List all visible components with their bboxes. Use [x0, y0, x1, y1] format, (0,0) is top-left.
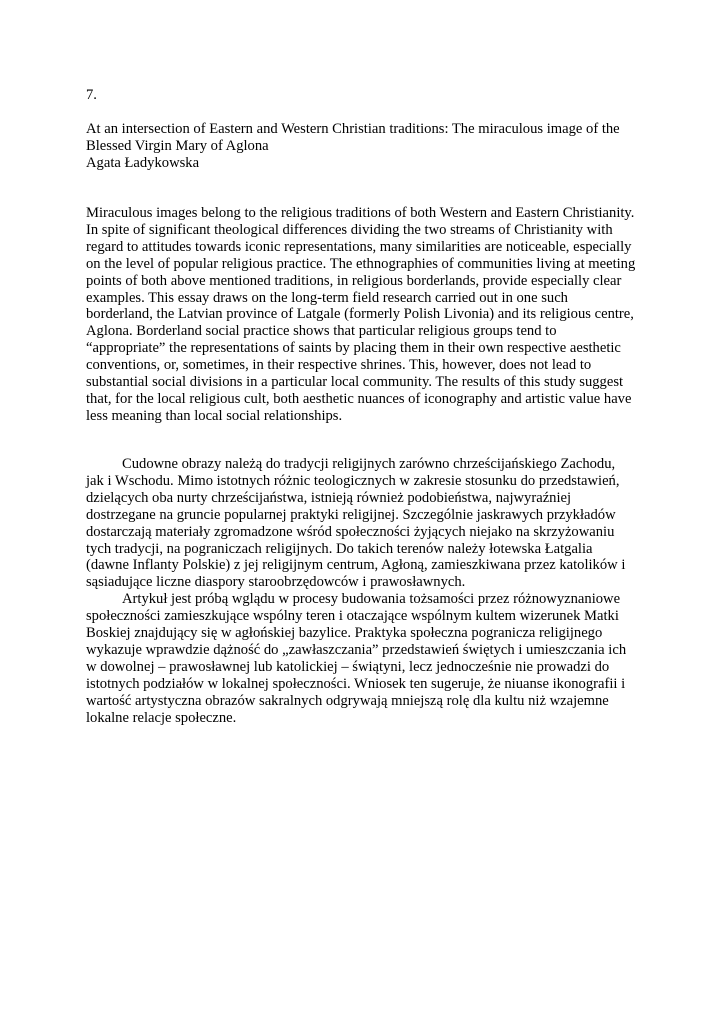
- abstract-en-line: conventions, or, sometimes, in their respective shrines. This, however, does not lead to: [86, 357, 592, 374]
- abstract-en-line: less meaning than local social relationships.: [86, 407, 343, 424]
- chapter-heading: [86, 121, 646, 172]
- abstract-pl-line: dostrzegane na gruncie popularnej praktyki religijnej. Szczególnie jaskrawych przykładów: [86, 506, 616, 523]
- abstract-pl-line: lokalne relacje społeczne.: [86, 709, 237, 726]
- abstract-en-line: points of both above mentioned traditions, in religious borderlands, provide especially clear: [86, 272, 622, 289]
- abstract-en-line: In spite of significant theological differences dividing the two streams of Christianity with: [86, 221, 613, 238]
- abstract-pl-line: Boskiej znajdujący się w agłońskiej bazylice. Praktyka społeczna pogranicza religijnego: [86, 625, 603, 642]
- abstract-polish: [86, 456, 646, 727]
- abstract-pl-paragraph-1: [86, 456, 646, 591]
- abstract-pl-paragraph-2: [86, 591, 646, 726]
- author-name: Agata Ładykowska: [86, 154, 200, 171]
- abstract-en-line: substantial social divisions in a particular local community. The results of this study suggest: [86, 374, 624, 391]
- abstract-en-line: that, for the local religious cult, both aesthetic nuances of iconography and artistic value have: [86, 390, 632, 407]
- abstract-pl-line: tych tradycji, na pograniczach religijnych. Do takich terenów należy łotewska Łatgalia: [86, 540, 593, 557]
- abstract-pl-line: w dowolnej – prawosławnej lub katolickiej – świątyni, lecz jednocześnie nie prowadzi do: [86, 658, 610, 675]
- abstract-pl-line: (dawne Inflanty Polskie) z jej religijnym centrum, Agłoną, zamieszkiwana przez katolików i: [86, 557, 626, 574]
- abstract-en-line: “appropriate” the representations of saints by placing them in their own respective aesthetic: [86, 340, 621, 357]
- abstract-pl-line: wykazuje wprawdzie dążność do „zawłaszczania” przedstawień świętych i umieszczania ich: [86, 641, 627, 658]
- abstract-en-line: borderland, the Latvian province of Latgale (formerly Polish Livonia) and its religious centre,: [86, 306, 634, 323]
- abstract-pl-line: jak i Wschodu. Mimo istotnych różnic teologicznych w zakresie stosunku do przedstawień,: [86, 472, 620, 489]
- abstract-pl-line: dostarczają materiały zgromadzone wśród społeczności żyjących niejako na skrzyżowaniu: [86, 523, 615, 540]
- abstract-pl-line: społeczności zamieszkujące wspólny teren i otaczające wspólnym kultem wizerunek Matki: [86, 608, 619, 625]
- abstract-en-line: examples. This essay draws on the long-term field research carried out in one such: [86, 289, 568, 306]
- abstract-en-line: regard to attitudes towards iconic representations, many similarities are noticeable, especially: [86, 238, 632, 255]
- chapter-title-line-2: Blessed Virgin Mary of Aglona: [86, 137, 269, 154]
- abstract-pl-line: istotnych podziałów w lokalnej społeczności. Wniosek ten sugeruje, że niuanse ikonografii i: [86, 675, 626, 692]
- chapter-title-line-1: At an intersection of Eastern and Western Christian traditions: The miraculous image of the: [86, 121, 620, 137]
- chapter-number: 7.: [86, 87, 97, 103]
- abstract-pl-line: dzielących oba nurty chrześcijaństwa, istnieją również podobieństwa, najwyraźniej: [86, 489, 572, 506]
- abstract-pl-line: sąsiadujące liczne diaspory staroobrzędowców i prawosławnych.: [86, 574, 466, 591]
- abstract-english: [86, 205, 646, 425]
- abstract-pl-line: Cudowne obrazy należą do tradycji religijnych zarówno chrześcijańskiego Zachodu,: [122, 456, 616, 472]
- abstract-en-line: Aglona. Borderland social practice shows that particular religious groups tend to: [86, 323, 557, 340]
- abstract-pl-line: Artykuł jest próbą wglądu w procesy budowania tożsamości przez różnowyznaniowe: [122, 591, 621, 608]
- abstract-pl-line: wartość artystyczna obrazów sakralnych odgrywają mniejszą rolę dla kultu niż wzajemne: [86, 692, 609, 709]
- abstract-en-line: on the level of popular religious practice. The ethnographies of communities living at meeting: [86, 255, 636, 272]
- abstract-en-line: Miraculous images belong to the religious traditions of both Western and Eastern Christianity.: [86, 205, 635, 221]
